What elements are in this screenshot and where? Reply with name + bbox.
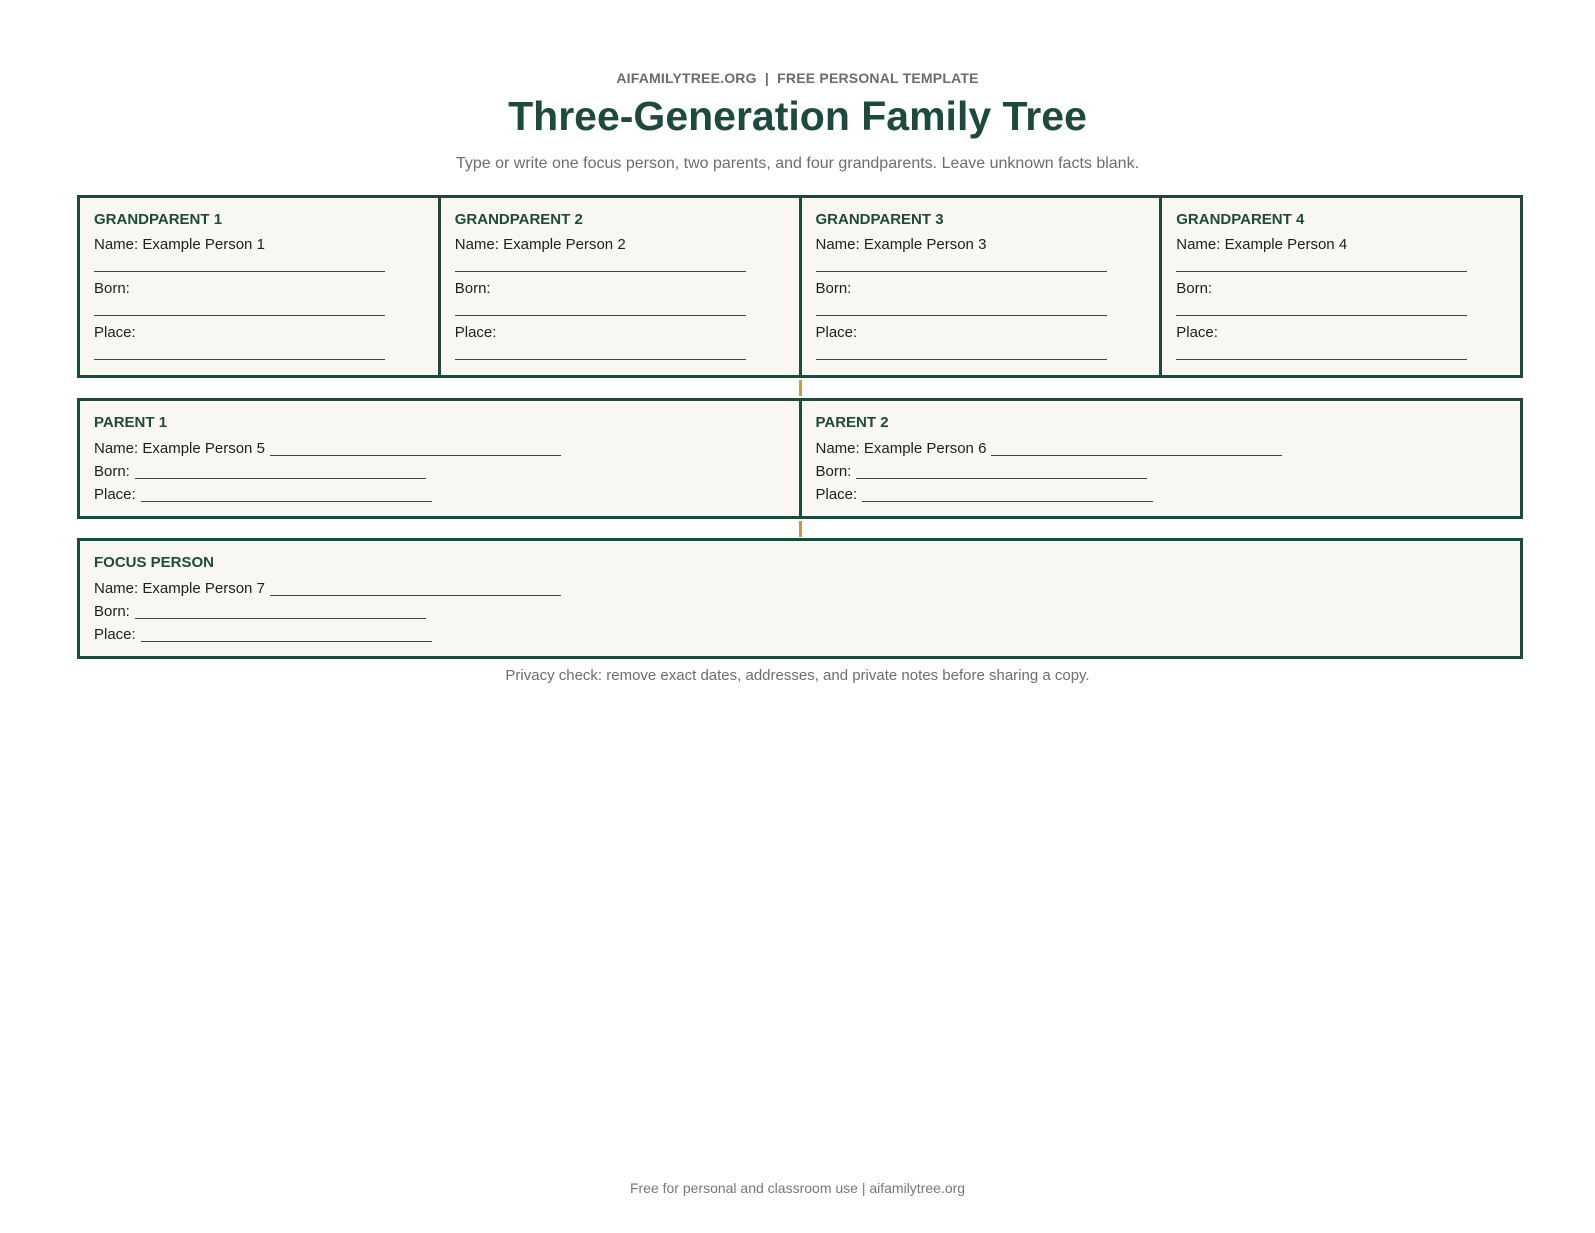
- card-label: GRANDPARENT 2: [454, 211, 583, 228]
- card-label: FOCUS PERSON: [94, 554, 215, 571]
- place-field[interactable]: Place:: [454, 324, 497, 341]
- parent-card-1: [80, 401, 802, 516]
- place-field[interactable]: Place:: [94, 324, 136, 341]
- blank-line: [991, 454, 1282, 456]
- name-field[interactable]: Name: Example Person 3: [815, 236, 987, 253]
- name-field[interactable]: Name: Example Person 4: [1176, 236, 1348, 253]
- name-blank-line: [455, 256, 746, 272]
- place-field[interactable]: [816, 483, 1507, 506]
- grandparent-card-1: [80, 198, 441, 375]
- blank-line: [270, 594, 561, 596]
- grandparent-card-2: [441, 198, 802, 375]
- page-footer: Free for personal and classroom use | aifamilytree.org: [629, 1180, 966, 1196]
- born-text: Born:: [94, 463, 130, 480]
- grandparent-card-3: [802, 198, 1163, 375]
- born-blank-line: [94, 300, 385, 316]
- blank-line: [135, 477, 426, 479]
- place-blank-line: [816, 344, 1107, 360]
- card-label: PARENT 1: [94, 414, 168, 431]
- card-label: GRANDPARENT 4: [1176, 211, 1305, 228]
- privacy-note: Privacy check: remove exact dates, addresses, and private notes before sharing a copy.: [505, 667, 1090, 684]
- born-blank-line: [1176, 300, 1467, 316]
- name-text: Name: Example Person 6: [815, 440, 987, 457]
- name-text: Name: Example Person 7: [94, 580, 265, 597]
- blank-line: [135, 617, 426, 619]
- parents-row: [77, 398, 1523, 519]
- parent-card-2: [802, 401, 1524, 516]
- born-blank-line: [455, 300, 746, 316]
- site-eyebrow: AIFAMILYTREE.ORG | FREE PERSONAL TEMPLATE: [616, 70, 979, 86]
- born-field[interactable]: [94, 460, 785, 483]
- blank-line: [856, 477, 1147, 479]
- name-field[interactable]: Name: Example Person 2: [454, 236, 626, 253]
- place-field[interactable]: [94, 483, 785, 506]
- place-field[interactable]: Place:: [1176, 324, 1218, 341]
- card-label: GRANDPARENT 1: [94, 211, 223, 228]
- grandparents-row: [77, 195, 1523, 378]
- name-field[interactable]: [94, 577, 1506, 600]
- card-label: GRANDPARENT 3: [815, 211, 944, 228]
- connector-line: [799, 521, 802, 537]
- place-blank-line: [94, 344, 385, 360]
- name-text: Name: Example Person 5: [94, 440, 265, 457]
- place-field[interactable]: Place:: [815, 324, 858, 341]
- place-field[interactable]: [94, 623, 1506, 646]
- place-text: Place:: [815, 486, 858, 503]
- born-text: Born:: [815, 463, 852, 480]
- focus-person-card: [80, 541, 1523, 656]
- blank-line: [141, 640, 432, 642]
- connector-line: [799, 380, 802, 396]
- name-blank-line: [816, 256, 1107, 272]
- focus-row: [77, 538, 1523, 659]
- born-field[interactable]: [94, 600, 1506, 623]
- born-field[interactable]: Born:: [94, 280, 130, 297]
- name-field[interactable]: Name: Example Person 1: [94, 236, 265, 253]
- born-field[interactable]: Born:: [454, 280, 491, 297]
- blank-line: [270, 454, 561, 456]
- born-blank-line: [816, 300, 1107, 316]
- card-label: PARENT 2: [815, 414, 889, 431]
- blank-line: [862, 500, 1153, 502]
- place-blank-line: [1176, 344, 1467, 360]
- name-blank-line: [1176, 256, 1467, 272]
- born-text: Born:: [94, 603, 130, 620]
- place-text: Place:: [94, 626, 136, 643]
- name-blank-line: [94, 256, 385, 272]
- name-field[interactable]: [94, 437, 785, 460]
- born-field[interactable]: Born:: [815, 280, 852, 297]
- page-subtitle: Type or write one focus person, two parents, and four grandparents. Leave unknown facts blank.: [455, 155, 1140, 172]
- page-title: Three-Generation Family Tree: [508, 93, 1087, 139]
- blank-line: [141, 500, 432, 502]
- place-blank-line: [455, 344, 746, 360]
- born-field[interactable]: Born:: [1176, 280, 1213, 297]
- grandparent-card-4: [1162, 198, 1523, 375]
- place-text: Place:: [94, 486, 136, 503]
- name-field[interactable]: [816, 437, 1507, 460]
- born-field[interactable]: [816, 460, 1507, 483]
